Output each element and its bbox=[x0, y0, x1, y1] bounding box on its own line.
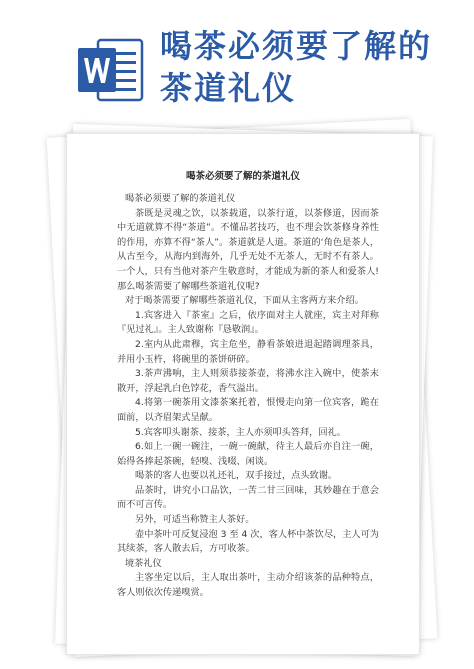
document-paragraph: 另外，可适当称赞主人茶好。 bbox=[135, 514, 255, 526]
document-subheading: 境茶礼仪 bbox=[125, 557, 162, 569]
document-paragraph: 主客坐定以后，主人取出茶叶，主动介绍该茶的品种特点，客人则依次传递嗅赏。 bbox=[117, 572, 379, 599]
document-title: 喝茶必须要了解的茶道礼仪 bbox=[185, 171, 300, 182]
document-paragraph: 2.室内从此肃穆，宾主危坐，静看茶娘进退起踏调理茶具，并用小玉杵，将碗里的茶饼研碎。 bbox=[117, 338, 379, 365]
document-paragraph: 6.如上一碗一碗注，一碗一碗献，待主人最后亦自注一碗，始得各捧起茶碗，轻嗅、浅啜、闲谈。 bbox=[117, 441, 379, 467]
document-paragraph: 喝茶必须要了解的茶道礼仪 bbox=[125, 193, 236, 204]
document-paragraph: 壶中茶叶可反复浸泡 3 至 4 次，客人杯中茶饮尽，主人可为其续茶，客人散去后，方可收茶。 bbox=[117, 528, 379, 555]
document-paragraph: 品茶时，讲究小口品饮，一苦二甘三回味，其妙趣在于意会而不可言传。 bbox=[117, 484, 379, 511]
document-paragraph: 3.茶声沸响，主人则须恭接茶壶，将沸水注入碗中，使茶末散开，浮起乳白色饽花，香气溢出。 bbox=[117, 368, 379, 394]
page-title-line-1: 喝茶必须要了解的 bbox=[160, 27, 433, 65]
document-paragraph: 喝茶的客人也要以礼还礼，双手接过，点头致谢。 bbox=[135, 470, 338, 482]
document-paragraph: 4.将第一碗茶用文漆茶案托着，恨慢走向第一位宾客，跪在面前，以齐眉架式呈献。 bbox=[117, 397, 379, 423]
word-document-icon bbox=[76, 34, 146, 106]
page-title-line-2: 茶道礼仪 bbox=[160, 69, 297, 107]
document-body bbox=[117, 192, 379, 601]
document-paragraph: 1.宾客进入『茶室』之后，依序面对主人就座，宾主对拜称『见过礼』。主人致谢称『恳敬润』。 bbox=[117, 309, 379, 336]
header-banner bbox=[0, 0, 474, 135]
document-paragraph: 茶既是灵魂之饮，以茶载道，以茶行道，以茶修道，因而茶中无道就算不得“茶道”。不懂品茗技巧，也不理会饮茶修身养性的作用，亦算不得“茶人”。茶道就是人道。茶道的‘角色是茶人，从古至今，从海内到海外，几乎无处不无茶人，无时不有茶人。一个人，只有当他对茶产生敬意时，才能成为新的茶人和爱茶人!那么喝茶需要了解哪些茶道礼仪呢? bbox=[117, 207, 379, 292]
document-paragraph: 5.宾客叩头谢茶、接茶，主人亦须叩头答拜，回礼。 bbox=[135, 426, 346, 438]
document-paragraph: 对于喝茶需要了解哪些茶道礼仪，下面从主客两方来介绍。 bbox=[125, 295, 364, 307]
document-page bbox=[66, 133, 420, 655]
